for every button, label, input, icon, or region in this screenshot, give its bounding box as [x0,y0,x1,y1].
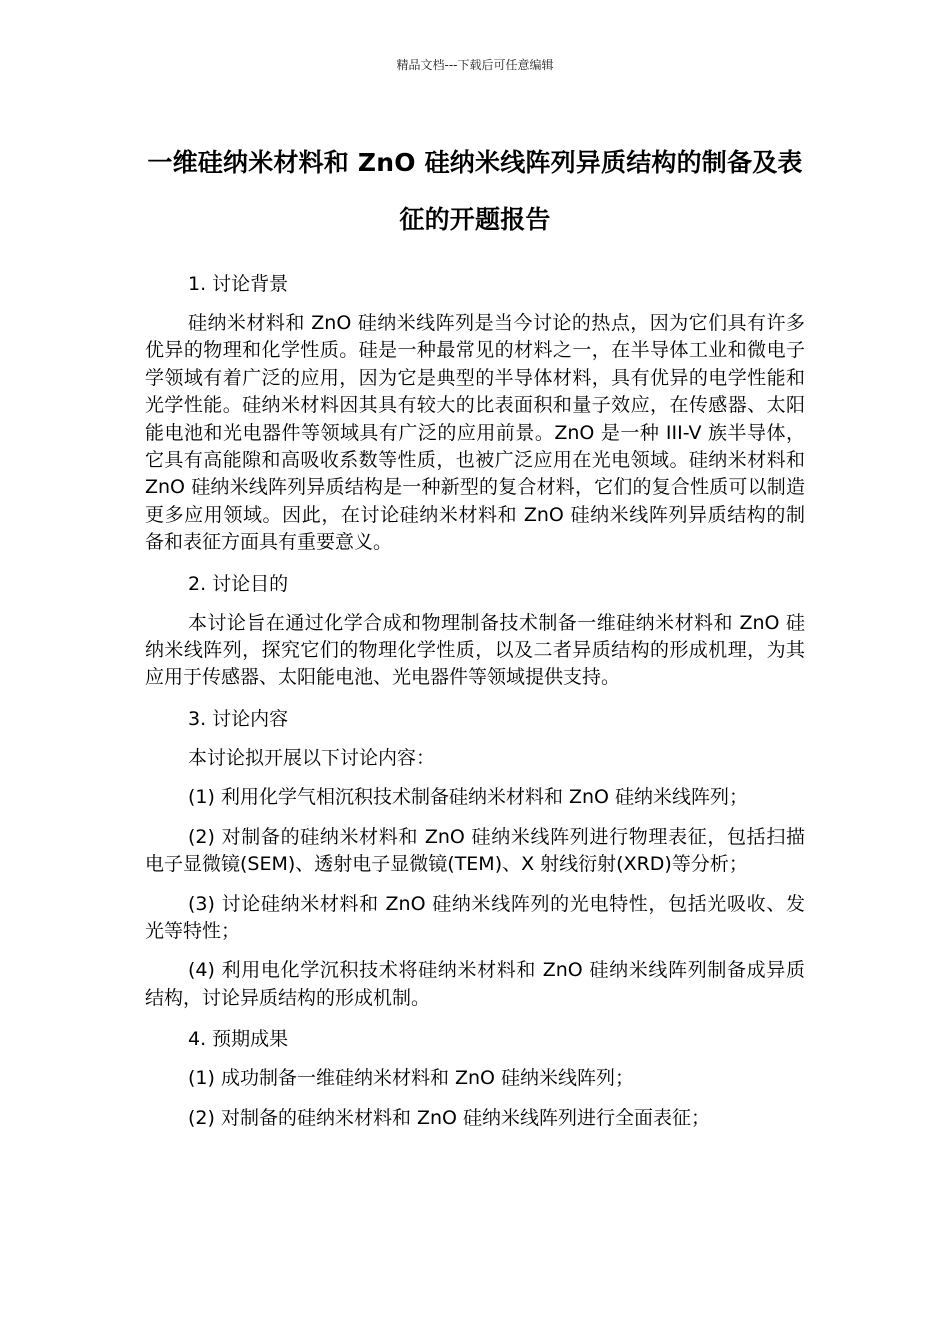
section-heading: 3. 讨论内容 [188,707,289,730]
section-content [145,705,805,1012]
section-heading: 1. 讨论背景 [188,273,289,295]
section-expected-results [145,1025,805,1132]
list-item: (3) 讨论硅纳米材料和 ZnO 硅纳米线阵列的光电特性，包括光吸收、发光等特性； [145,892,805,942]
page-header-watermark: 精品文档---下载后可任意编辑 [396,58,554,72]
section-paragraph: 本讨论拟开展以下讨论内容： [188,746,436,769]
section-heading: 2. 讨论目的 [188,572,289,595]
section-heading: 4. 预期成果 [188,1028,289,1051]
list-item: (2) 对制备的硅纳米材料和 ZnO 硅纳米线阵列进行物理表征，包括扫描电子显微镜(SEM)、透射电子显微镜(TEM)、X 射线衍射(XRD)等分析； [145,825,805,876]
section-objective [145,570,805,692]
document-body [145,270,805,1132]
section-paragraph: 本讨论旨在通过化学合成和物理制备技术制备一维硅纳米材料和 ZnO 硅纳米线阵列，探究它们的物理化学性质，以及二者异质结构的形成机理，为其应用于传感器、太阳能电池、光电器件等领域提供支持。 [145,611,805,689]
section-paragraph: 硅纳米材料和 ZnO 硅纳米线阵列是当今讨论的热点，因为它们具有许多优异的物理和化学性质。硅是一种最常见的材料之一，在半导体工业和微电子学领域有着广泛的应用，因为它是典型的半导体材料，具有优异的电学性能和光学性能。硅纳米材料因其具有较大的比表面积和量子效应，在传感器、太阳能电池和光电器件等领域具有广泛的应用前景。ZnO 是一种 III-V 族半导体，它具有高能隙和高吸收系数等性质，也被广泛应用在光电领域。硅纳米材料和 ZnO 硅纳米线阵列异质结构是一种新型的复合材料，它们的复合性质可以制造更多应用领域。因此，在讨论硅纳米材料和 ZnO 硅纳米线阵列异质结构的制备和表征方面具有重要意义。 [145,312,805,554]
list-item: (1) 利用化学气相沉积技术制备硅纳米材料和 ZnO 硅纳米线阵列； [188,786,749,809]
list-item: (1) 成功制备一维硅纳米材料和 ZnO 硅纳米线阵列； [188,1067,635,1090]
list-item: (4) 利用电化学沉积技术将硅纳米材料和 ZnO 硅纳米线阵列制备成异质结构，讨论异质结构的形成机制。 [145,959,805,1009]
list-item: (2) 对制备的硅纳米材料和 ZnO 硅纳米线阵列进行全面表征； [188,1106,711,1129]
section-background [145,270,805,557]
document-title: 一维硅纳米材料和 ZnO 硅纳米线阵列异质结构的制备及表征的开题报告 [147,148,803,234]
